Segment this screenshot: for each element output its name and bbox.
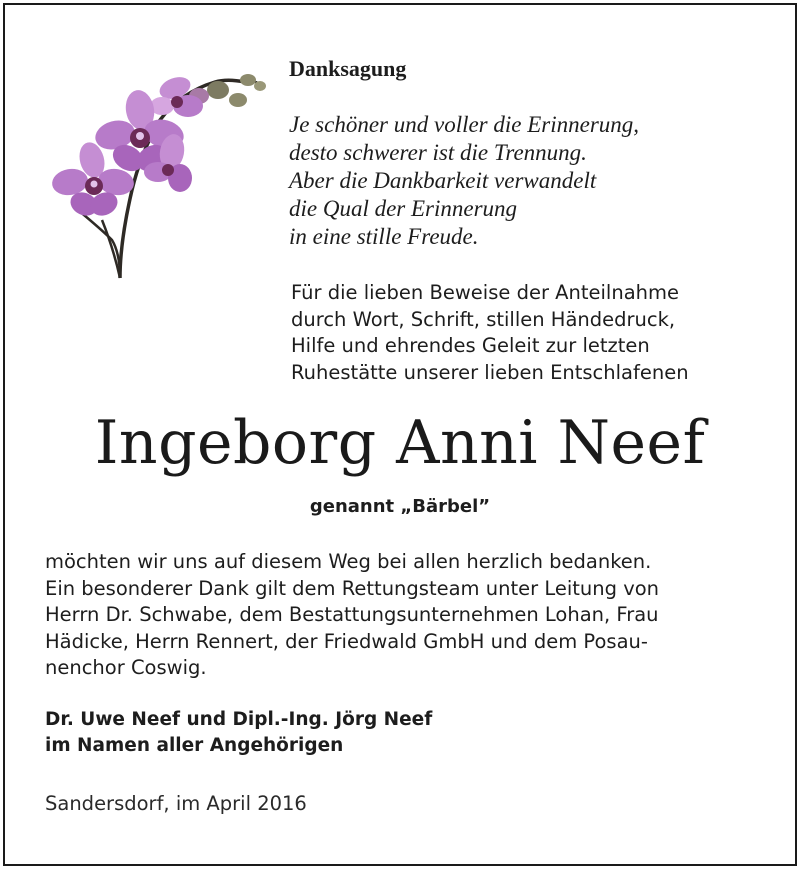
body-line: Hädicke, Herrn Rennert, der Friedwald GmbH und dem Posau- [45, 629, 648, 653]
signature-line: im Namen aller Angehörigen [45, 735, 344, 756]
body-paragraph [45, 549, 659, 682]
intro-line: Hilfe und ehrendes Geleit zur letzten [291, 334, 650, 357]
bud [254, 81, 266, 91]
heading-danksagung: Danksagung [289, 56, 407, 81]
intro-line: durch Wort, Schrift, stillen Händedruck, [291, 307, 676, 331]
body-line: Ein besonderer Dank gilt dem Rettungsteam unter Leitung von [45, 576, 660, 600]
bud [207, 81, 229, 99]
poem-line: die Qual der Erinnerung [289, 196, 518, 221]
intro-paragraph [291, 280, 689, 386]
body-line: möchten wir uns auf diesem Weg bei allen herzlich bedanken. [45, 550, 652, 573]
orchid-image [40, 60, 280, 290]
poem-line: in eine stille Freude. [289, 224, 479, 249]
intro-line: Ruhestätte unserer lieben Entschlafenen [291, 360, 689, 384]
body-line: Herrn Dr. Schwabe, dem Bestattungsunternehmen Lohan, Frau [45, 603, 659, 626]
signature [45, 707, 432, 759]
nickname: genannt „Bärbel” [309, 496, 491, 517]
signature-line: Dr. Uwe Neef und Dipl.-Ing. Jörg Neef [45, 709, 433, 730]
poem [289, 111, 639, 251]
bud [240, 74, 256, 86]
intro-line: Für die lieben Beweise der Anteilnahme [291, 281, 680, 304]
deceased-name: Ingeborg Anni Neef [94, 408, 706, 478]
bud [229, 93, 247, 107]
body-line: nenchor Coswig. [45, 656, 207, 679]
poem-line: desto schwerer ist die Trennung. [289, 140, 587, 165]
poem-line: Aber die Dankbarkeit verwandelt [289, 168, 597, 193]
place-date: Sandersdorf, im April 2016 [45, 792, 307, 815]
stem-lower [78, 210, 120, 278]
poem-line: Je schöner und voller die Erinnerung, [289, 112, 640, 137]
